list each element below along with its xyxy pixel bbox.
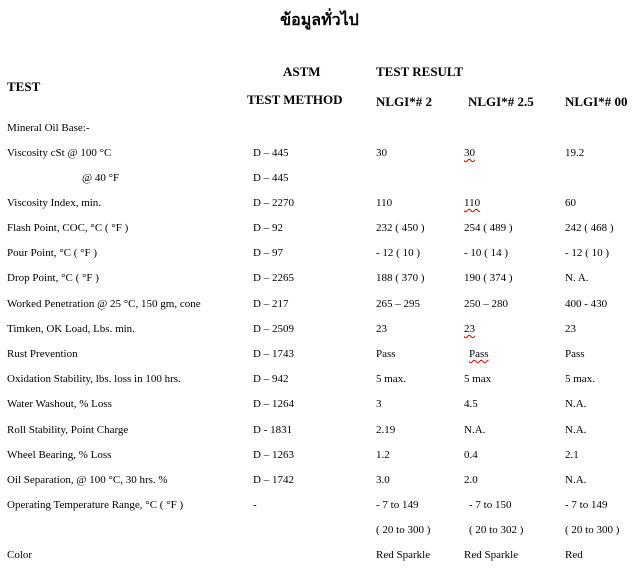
row-value-nlgi-00: 2.1 bbox=[565, 449, 579, 461]
table-row bbox=[0, 122, 639, 142]
table-row bbox=[0, 373, 639, 393]
row-value-nlgi-2-5: Red Sparkle bbox=[464, 549, 519, 561]
header-grade-nlgi-2-5: NLGI*# 2.5 bbox=[468, 94, 534, 109]
row-value-nlgi-00: N.A. bbox=[565, 474, 587, 486]
row-value-nlgi-2: 188 ( 370 ) bbox=[376, 272, 425, 284]
row-value-nlgi-00: 60 bbox=[565, 197, 576, 209]
row-label: Operating Temperature Range, °C ( °F ) bbox=[7, 499, 184, 511]
row-label: Viscosity cSt @ 100 °C bbox=[7, 147, 112, 159]
header-grade-nlgi-2: NLGI*# 2 bbox=[376, 94, 432, 109]
header-test-method: TEST METHOD bbox=[247, 92, 343, 107]
row-value-nlgi-2-5: 23 bbox=[464, 323, 475, 335]
row-method: D – 445 bbox=[253, 147, 289, 159]
row-value-nlgi-2: 3 bbox=[376, 398, 382, 410]
row-value-nlgi-2-5: 5 max bbox=[464, 373, 492, 385]
row-value-nlgi-00: 5 max. bbox=[565, 373, 595, 385]
row-value-nlgi-00: 242 ( 468 ) bbox=[565, 222, 614, 234]
table-row bbox=[0, 197, 639, 217]
row-value-nlgi-2-5: 110 bbox=[464, 197, 481, 209]
row-value-nlgi-2: 265 – 295 bbox=[376, 298, 420, 310]
row-label: Color bbox=[7, 549, 33, 561]
header-test-result: TEST RESULT bbox=[376, 64, 464, 79]
row-value-nlgi-2-5: - 10 ( 14 ) bbox=[464, 247, 508, 259]
table-row bbox=[0, 499, 639, 519]
row-method: D – 942 bbox=[253, 373, 289, 385]
table-row bbox=[0, 323, 639, 343]
row-value-nlgi-2-5: N.A. bbox=[464, 424, 486, 436]
row-method: D – 1264 bbox=[253, 398, 294, 410]
row-method: D – 445 bbox=[253, 172, 289, 184]
table-row bbox=[0, 272, 639, 292]
row-label: Worked Penetration @ 25 °C, 150 gm, cone bbox=[7, 298, 201, 310]
table-row bbox=[0, 524, 639, 544]
row-value-nlgi-00: 400 - 430 bbox=[565, 298, 608, 310]
table-row bbox=[0, 348, 639, 368]
row-value-nlgi-00: - 7 to 149 bbox=[565, 499, 608, 511]
row-value-nlgi-00: ( 20 to 300 ) bbox=[565, 524, 620, 536]
header-astm: ASTM bbox=[283, 64, 321, 79]
table-row bbox=[0, 449, 639, 469]
row-value-nlgi-2-5: Pass bbox=[469, 348, 489, 360]
table-row bbox=[0, 247, 639, 267]
table-row bbox=[0, 172, 639, 192]
row-value-nlgi-2: 2.19 bbox=[376, 424, 396, 436]
row-method: D – 1742 bbox=[253, 474, 294, 486]
row-value-nlgi-00: Red bbox=[565, 549, 583, 561]
row-method: D – 1743 bbox=[253, 348, 294, 360]
row-method: D – 2509 bbox=[253, 323, 294, 335]
row-value-nlgi-2: 3.0 bbox=[376, 474, 390, 486]
row-value-nlgi-2: Red Sparkle bbox=[376, 549, 431, 561]
row-value-nlgi-00: N.A. bbox=[565, 398, 587, 410]
row-method: D – 1263 bbox=[253, 449, 294, 461]
table-row bbox=[0, 474, 639, 494]
row-method: D - 1831 bbox=[253, 424, 293, 436]
row-value-nlgi-2: 232 ( 450 ) bbox=[376, 222, 425, 234]
header-test: TEST bbox=[7, 79, 41, 94]
row-value-nlgi-2-5: 0.4 bbox=[464, 449, 478, 461]
row-label: @ 40 °F bbox=[82, 172, 120, 184]
row-label: Drop Point, °C ( °F ) bbox=[7, 272, 99, 284]
table-row bbox=[0, 424, 639, 444]
row-label: Wheel Bearing, % Loss bbox=[7, 449, 112, 461]
row-value-nlgi-00: - 12 ( 10 ) bbox=[565, 247, 609, 259]
row-label: Roll Stability, Point Charge bbox=[7, 424, 129, 436]
row-value-nlgi-2-5: 30 bbox=[464, 147, 475, 159]
row-label: Oil Separation, @ 100 °C, 30 hrs. % bbox=[7, 474, 168, 486]
table-row bbox=[0, 147, 639, 167]
row-label: Flash Point, COC, °C ( °F ) bbox=[7, 222, 129, 234]
table-row bbox=[0, 398, 639, 418]
row-value-nlgi-00: N.A. bbox=[565, 424, 587, 436]
row-value-nlgi-00: 19.2 bbox=[565, 147, 585, 159]
row-label: Pour Point, °C ( °F ) bbox=[7, 247, 98, 259]
row-value-nlgi-2-5: 254 ( 489 ) bbox=[464, 222, 513, 234]
row-label: Timken, OK Load, Lbs. min. bbox=[7, 323, 135, 335]
row-method: D – 2265 bbox=[253, 272, 294, 284]
header-grade-nlgi-00: NLGI*# 00 bbox=[565, 94, 628, 109]
row-method: D – 92 bbox=[253, 222, 283, 234]
row-method: D – 217 bbox=[253, 298, 289, 310]
row-value-nlgi-2: 30 bbox=[376, 147, 387, 159]
document-title: ข้อมูลทั่วไป bbox=[280, 12, 359, 29]
row-label: Oxidation Stability, lbs. loss in 100 hrs. bbox=[7, 373, 181, 385]
row-value-nlgi-2-5: 4.5 bbox=[464, 398, 478, 410]
row-value-nlgi-2: 1.2 bbox=[376, 449, 390, 461]
row-value-nlgi-2-5: - 7 to 150 bbox=[469, 499, 512, 511]
row-value-nlgi-2: Pass bbox=[376, 348, 396, 360]
row-value-nlgi-00: Pass bbox=[565, 348, 585, 360]
row-method: D – 2270 bbox=[253, 197, 294, 209]
row-value-nlgi-00: N. A. bbox=[565, 272, 589, 284]
table-row bbox=[0, 298, 639, 318]
row-value-nlgi-2-5: 250 – 280 bbox=[464, 298, 508, 310]
row-value-nlgi-2: 110 bbox=[376, 197, 393, 209]
row-value-nlgi-2-5: ( 20 to 302 ) bbox=[469, 524, 524, 536]
row-method: - bbox=[253, 499, 257, 511]
row-value-nlgi-2: - 12 ( 10 ) bbox=[376, 247, 420, 259]
row-label: Mineral Oil Base:- bbox=[7, 122, 90, 134]
row-method: D – 97 bbox=[253, 247, 283, 259]
row-value-nlgi-2: - 7 to 149 bbox=[376, 499, 419, 511]
row-value-nlgi-2-5: 2.0 bbox=[464, 474, 478, 486]
row-value-nlgi-2: 23 bbox=[376, 323, 387, 335]
row-label: Water Washout, % Loss bbox=[7, 398, 112, 410]
row-value-nlgi-2: ( 20 to 300 ) bbox=[376, 524, 431, 536]
row-value-nlgi-00: 23 bbox=[565, 323, 576, 335]
row-label: Rust Prevention bbox=[7, 348, 78, 360]
table-row bbox=[0, 549, 639, 569]
row-value-nlgi-2-5: 190 ( 374 ) bbox=[464, 272, 513, 284]
table-row bbox=[0, 222, 639, 242]
row-value-nlgi-2: 5 max. bbox=[376, 373, 406, 385]
row-label: Viscosity Index, min. bbox=[7, 197, 102, 209]
